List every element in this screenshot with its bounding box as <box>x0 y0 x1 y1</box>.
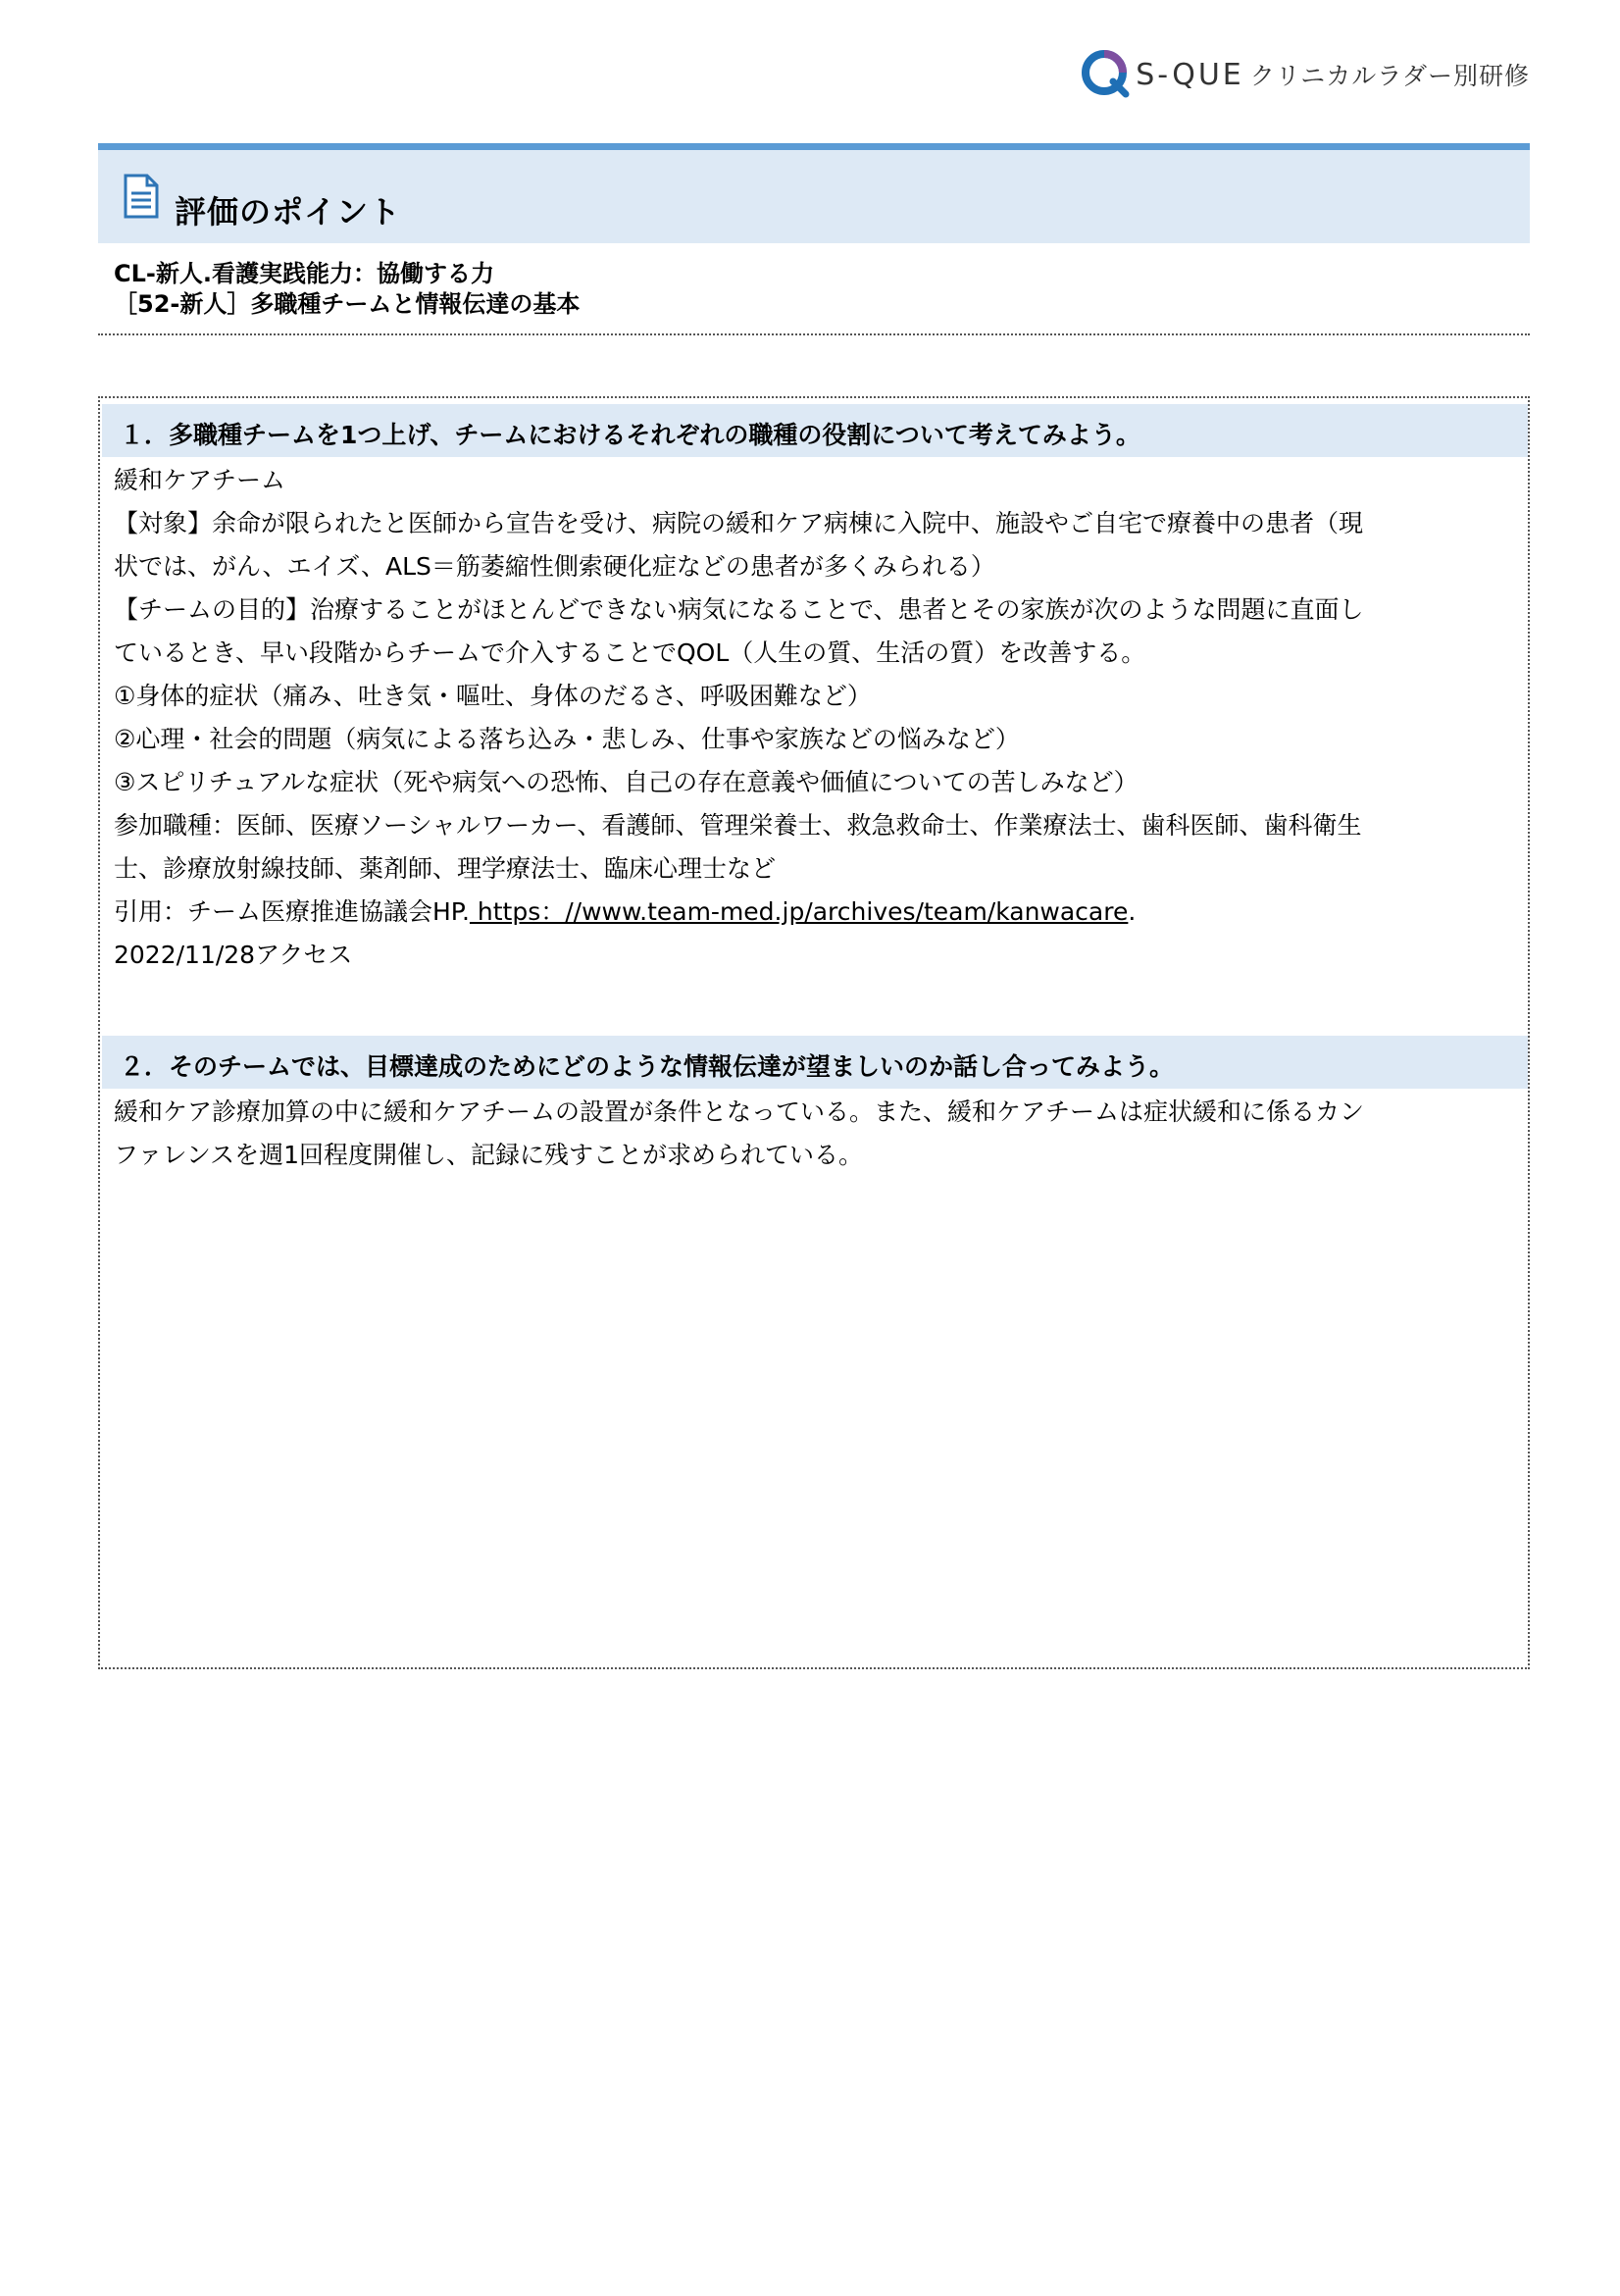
answer-line: 【チームの目的】治療することがほとんどできない病気になることで、患者とその家族が次のような問題に直面し <box>114 595 1364 624</box>
competency-block <box>114 259 580 320</box>
page-title: 評価のポイント <box>175 193 402 230</box>
question-2-answer <box>114 1091 1522 1177</box>
brand-logo <box>1081 45 1530 104</box>
section-header <box>98 143 1530 243</box>
question-1-heading <box>102 404 1528 457</box>
sque-logo-icon <box>1081 49 1132 100</box>
question-2-text: ２．そのチームでは、目標達成のためにどのような情報伝達が望ましいのか話し合ってみよう。 <box>120 1052 1175 1081</box>
citation-prefix: 引用：チーム医療推進協議会HP. <box>114 897 470 926</box>
dotted-divider <box>98 333 1530 335</box>
answer-line: 緩和ケア診療加算の中に緩和ケアチームの設置が条件となっている。また、緩和ケアチームは症状緩和に係るカン <box>114 1097 1365 1126</box>
citation-suffix: . <box>1128 897 1137 926</box>
answer-line: ③スピリチュアルな症状（死や病気への恐怖、自己の存在意義や価値についての苦しみなど） <box>114 768 1139 796</box>
answer-line: 状では、がん、エイズ、ALS＝筋萎縮性側索硬化症などの患者が多くみられる） <box>114 552 995 581</box>
citation-line <box>114 891 1522 934</box>
answer-line: ②心理・社会的問題（病気による落ち込み・悲しみ、仕事や家族などの悩みなど） <box>114 725 1020 753</box>
answer-line: 士、診療放射線技師、薬剤師、理学療法士、臨床心理士など <box>114 854 777 883</box>
document-icon <box>124 174 159 219</box>
answer-line: ファレンスを週1回程度開催し、記録に残すことが求められている。 <box>114 1141 864 1169</box>
answer-line: 緩和ケアチーム <box>114 466 286 494</box>
question-1-text: １．多職種チームを1つ上げ、チームにおけるそれぞれの職種の役割について考えてみよう。 <box>120 421 1140 449</box>
question-box <box>98 396 1530 1669</box>
answer-line: 【対象】余命が限られたと医師から宣告を受け、病院の緩和ケア病棟に入院中、施設やご自宅で療養中の患者（現 <box>114 509 1364 537</box>
access-date: 2022/11/28アクセス <box>114 941 353 969</box>
answer-line: ているとき、早い段階からチームで介入することでQOL（人生の質、生活の質）を改善する。 <box>114 638 1146 667</box>
question-2-heading <box>102 1036 1528 1089</box>
brand-name: S-QUE <box>1136 57 1244 92</box>
competency-topic: ［52-新人］多職種チームと情報伝達の基本 <box>114 290 581 318</box>
citation-link[interactable]: https：//www.team-med.jp/archives/team/kanwacare <box>469 897 1129 926</box>
competency-line: CL-新人.看護実践能力：協働する力 <box>114 260 494 287</box>
question-1-answer <box>114 459 1522 977</box>
answer-line: ①身体的症状（痛み、吐き気・嘔吐、身体のだるさ、呼吸困難など） <box>114 682 872 710</box>
brand-suffix: クリニカルラダー別研修 <box>1249 62 1530 90</box>
answer-line: 参加職種：医師、医療ソーシャルワーカー、看護師、管理栄養士、救急救命士、作業療法士、歯科医師、歯科衛生 <box>114 811 1362 840</box>
